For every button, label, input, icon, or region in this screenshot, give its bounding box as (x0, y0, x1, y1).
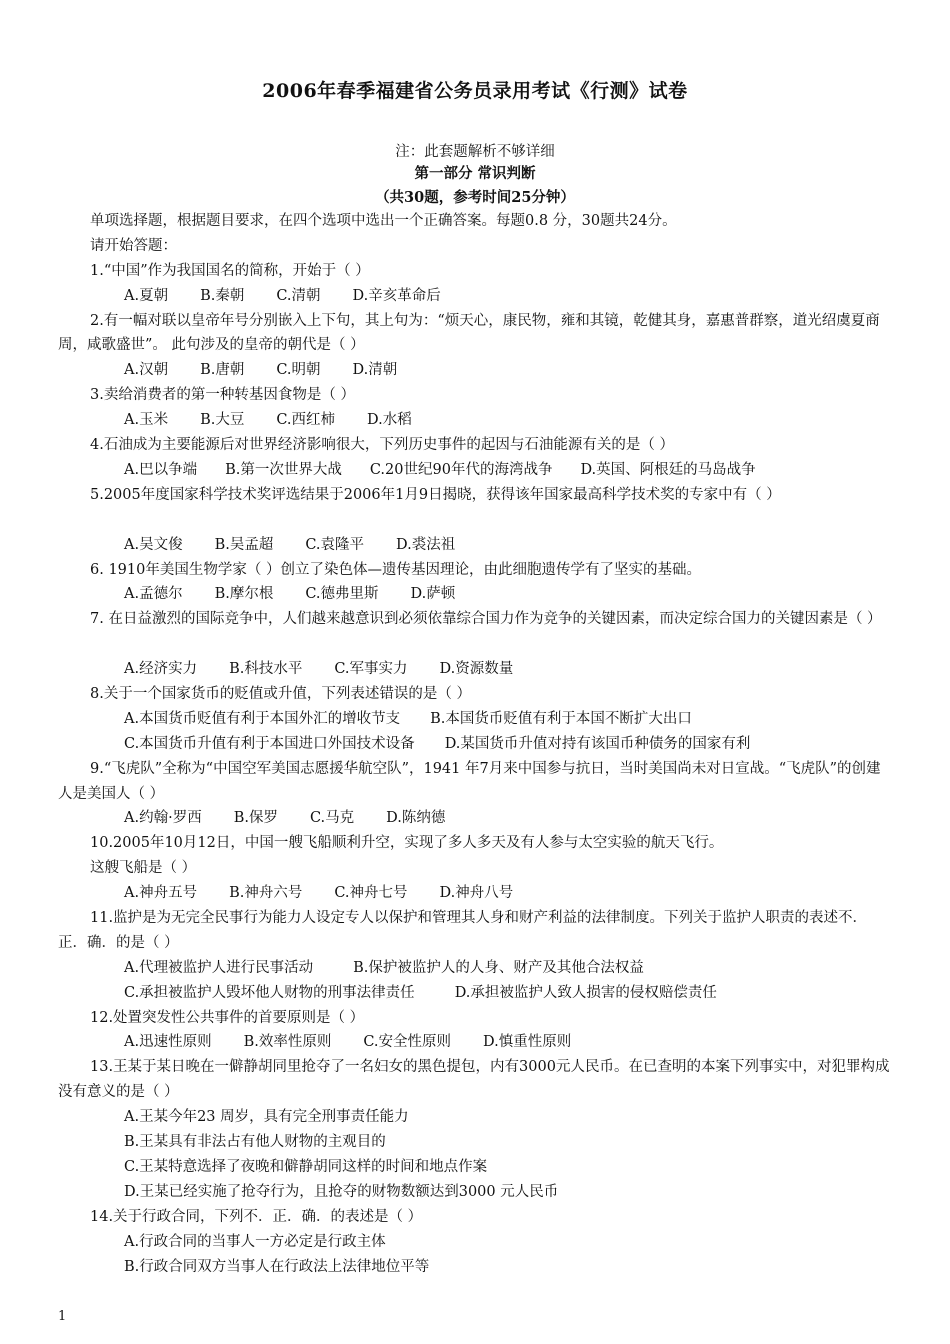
option-b: B.大豆 (200, 412, 245, 429)
options-q1 (58, 284, 893, 309)
option-d: D.清朝 (352, 362, 398, 379)
page-number: 1 (58, 1309, 67, 1324)
option-d: D.神舟八号 (439, 885, 514, 902)
option-b: B.神舟六号 (229, 885, 303, 902)
question-list (58, 209, 893, 1279)
option-b: B.保罗 (233, 810, 278, 827)
options-q8-row2 (58, 732, 893, 757)
question-3: 3.卖给消费者的第一种转基因食物是（ ） (90, 387, 355, 404)
option-b: B.保护被监护人的人身、财产及其他合法权益 (353, 959, 644, 976)
question-2: 2.有一幅对联以皇帝年号分别嵌入上下句，其上句为：“烦天心，康民物，雍和其镜，乾健其身，嘉惠普群察，道光绍虞夏商周，咸歌盛世”。 此句涉及的皇帝的朝代是（ ） (58, 312, 880, 354)
start-prompt: 请开始答题： (90, 237, 177, 254)
question-5: 5.2005年度国家科学技术奖评选结果于2006年1月9日揭晓，获得该年国家最高科学技术奖的专家中有（ ） (90, 486, 781, 503)
question-13: 13.王某于某日晚在一僻静胡同里抢夺了一名妇女的黑色提包，内有3000元人民币。在已查明的本案下列事实中，对犯罪构成没有意义的是（ ） (58, 1059, 890, 1101)
question-12: 12.处置突发性公共事件的首要原则是（ ） (90, 1009, 365, 1026)
options-q10 (58, 881, 893, 906)
option-d: D.水稻 (367, 412, 412, 429)
question-7: 7. 在日益激烈的国际竞争中，人们越来越意识到必须依靠综合国力作为竞争的关键因素，而决定综合国力的关键因素是（ ） (90, 611, 882, 628)
option-d: D.承担被监护人致人损害的侵权赔偿责任 (454, 984, 717, 1001)
option-b: B.摩尔根 (214, 586, 274, 603)
option-c: C.20世纪90年代的海湾战争 (369, 461, 553, 478)
option-d: D.裘法祖 (396, 536, 456, 553)
option-a: A.代理被监护人进行民事活动 (124, 959, 314, 976)
option-b: B.本国货币贬值有利于本国不断扩大出口 (430, 710, 692, 727)
options-q7 (58, 657, 893, 682)
option-d: D.辛亥革命后 (352, 287, 441, 304)
option-c: C.神舟七号 (334, 885, 408, 902)
option-c: C.袁隆平 (305, 536, 365, 553)
option-a: A.夏朝 (124, 287, 169, 304)
option-c: C.清朝 (276, 287, 321, 304)
option-a: A.约翰·罗西 (124, 810, 202, 827)
note: 注：此套题解析不够详细 (395, 144, 555, 160)
option-d: D.王某已经实施了抢夺行为，且抢夺的财物数额达到3000 元人民币 (124, 1183, 559, 1200)
options-q3 (58, 408, 893, 433)
options-q5 (58, 533, 893, 558)
question-10: 10.2005年10月12日，中国一艘飞船顺利升空，实现了多人多天及有人参与太空实验的航天飞行。 (90, 835, 724, 852)
option-a: A.本国货币贬值有利于本国外汇的增收节支 (124, 710, 401, 727)
question-4: 4.石油成为主要能源后对世界经济影响很大，下列历史事件的起因与石油能源有关的是（ ） (90, 437, 674, 454)
option-c: C.安全性原则 (363, 1034, 452, 1051)
option-b: B.秦朝 (200, 287, 245, 304)
options-q11-row1 (58, 956, 893, 981)
option-a: A.巴以争端 (124, 461, 198, 478)
option-c: C.明朝 (276, 362, 321, 379)
question-6: 6. 1910年美国生物学家（ ）创立了染色体—遗传基因理论，由此细胞遗传学有了坚实的基础。 (90, 561, 701, 578)
instructions: 单项选择题，根据题目要求，在四个选项中选出一个正确答案。每题0.8 分，30题共24分。 (90, 213, 677, 229)
option-c: C.西红柿 (276, 412, 336, 429)
option-d: D.陈纳德 (386, 810, 446, 827)
option-a: A.经济实力 (124, 661, 198, 678)
option-d: D.萨顿 (410, 586, 456, 603)
option-c: C.本国货币升值有利于本国进口外国技术设备 (124, 735, 415, 752)
option-d: D.资源数量 (439, 661, 514, 678)
option-a: A.行政合同的当事人一方必定是行政主体 (124, 1233, 386, 1250)
question-9: 9.“飞虎队”全称为“中国空军美国志愿援华航空队”，1941 年7月来中国参与抗日，当时美国尚未对日宣战。“飞虎队”的创建人是美国人（ ） (58, 760, 881, 802)
option-c: C.军事实力 (334, 661, 408, 678)
option-c: C.承担被监护人毁坏他人财物的刑事法律责任 (124, 984, 415, 1001)
option-b: B.第一次世界大战 (225, 461, 342, 478)
section-heading: 第一部分 常识判断 (414, 165, 536, 182)
question-14: 14.关于行政合同，下列不．正．确．的表述是（ ） (90, 1208, 423, 1225)
option-b: B.科技水平 (229, 661, 303, 678)
question-10-cont: 这艘飞船是（ ） (90, 860, 197, 877)
options-q9 (58, 806, 893, 831)
page-title: 2006年春季福建省公务员录用考试《行测》试卷 (262, 80, 688, 102)
option-d: D.英国、阿根廷的马岛战争 (580, 461, 756, 478)
option-c: C.马克 (309, 810, 355, 827)
options-q12 (58, 1030, 893, 1055)
options-q4 (58, 458, 893, 483)
option-a: A.汉朝 (124, 362, 169, 379)
option-c: C.德弗里斯 (305, 586, 379, 603)
option-d: D.慎重性原则 (483, 1034, 572, 1051)
option-a: A.孟德尔 (124, 586, 183, 603)
option-a: A.迅速性原则 (124, 1034, 212, 1051)
option-b: B.行政合同双方当事人在行政法上法律地位平等 (124, 1258, 430, 1275)
option-a: A.吴文俊 (124, 536, 183, 553)
options-q11-row2 (58, 981, 893, 1006)
option-a: A.玉米 (124, 412, 169, 429)
question-1: 1.“中国”作为我国国名的简称，开始于（ ） (90, 262, 370, 279)
option-b: B.吴孟超 (214, 536, 274, 553)
question-8: 8.关于一个国家货币的贬值或升值，下列表述错误的是（ ） (90, 685, 471, 702)
options-q6 (58, 582, 893, 607)
option-d: D.某国货币升值对持有该国币种债务的国家有利 (444, 735, 751, 752)
options-q2 (58, 358, 893, 383)
option-b: B.唐朝 (200, 362, 245, 379)
option-b: B.王某具有非法占有他人财物的主观目的 (124, 1134, 386, 1151)
option-a: A.神舟五号 (124, 885, 198, 902)
options-q8-row1 (58, 707, 893, 732)
option-b: B.效率性原则 (243, 1034, 332, 1051)
section-info: （共30题，参考时间25分钟） (375, 189, 575, 206)
question-11: 11.监护是为无完全民事行为能力人设定专人以保护和管理其人身和财产利益的法律制度。下列关于监护人职责的表述不．正．确．的是（ ） (58, 910, 868, 951)
option-c: C.王某特意选择了夜晚和僻静胡同这样的时间和地点作案 (124, 1158, 488, 1175)
option-a: A.王某今年23 周岁，具有完全刑事责任能力 (124, 1109, 409, 1126)
